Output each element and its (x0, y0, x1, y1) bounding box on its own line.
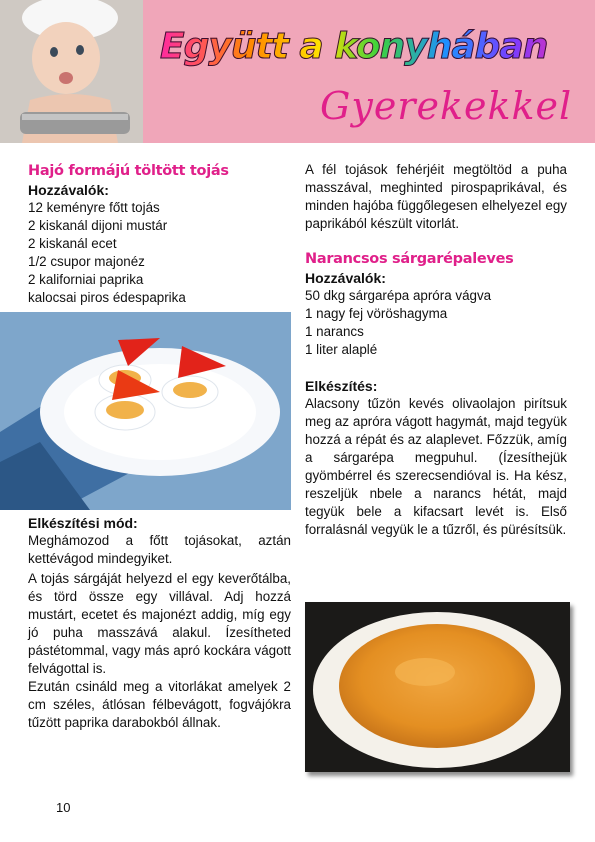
recipe1-ingredients-label: Hozzávalók: (28, 182, 109, 198)
recipe2-title: Narancsos sárgarépaleves (305, 251, 514, 267)
egg-boats-illustration (0, 312, 291, 510)
magazine-title: Együtt a konyhában (160, 26, 580, 67)
recipe2-method-label: Elkészítés: (305, 378, 378, 394)
ingredient-item: 1 liter alaplé (305, 342, 378, 357)
egg-boats-photo (0, 312, 291, 510)
recipe1-method (28, 514, 291, 732)
ingredient-item: 1/2 csupor majonéz (28, 254, 145, 269)
recipe1-ingredients-list (28, 199, 291, 307)
ingredient-item: 12 keményre főtt tojás (28, 200, 160, 215)
recipe2-method-text: Alacsony tűzön kevés olivaolajon pirítsuk meg az apróra vágott hagymát, majd tegyük hozzá a répát és az alaplevet. Főzzük, amíg a sárgarépa megpuhul. (Ízesíthejük gyömbérrel és szerecsendióval is. Ha kész, reszeljük nbele a narancs hétát, majd tegyük bele a kifacsart levét is. Első forralásnál vegyük le a tűzről, és pürésítsük. (305, 396, 568, 537)
carrot-soup-photo (305, 602, 570, 772)
ingredient-item: kalocsai piros édespaprika (28, 290, 186, 305)
method-paragraph: A tojás sárgáját helyezd el egy keverőtálba, és törd össze egy villával. Adj hozzá mustárt, ecetet és majonézt addig, míg egy jó puha masszává alakul. Ízesítheted pástétommal, vagy más apró kockára vágott felvágottal is. (28, 571, 291, 676)
baby-chef-photo (0, 0, 143, 143)
header-banner (0, 0, 595, 143)
method-paragraph: Ezután csináld meg a vitorlákat amelyek 2 cm széles, átlósan félbevágott, fogvájókra tűzött paprika darabokból állnak. (28, 679, 291, 730)
ingredient-item: 2 kaliforniai paprika (28, 272, 144, 287)
magazine-subtitle: Gyerekekkel (320, 84, 573, 128)
ingredient-item: 2 kiskanál ecet (28, 236, 117, 251)
recipe1-top (28, 163, 291, 307)
recipe2-ingredients-label: Hozzávalók: (305, 270, 386, 286)
ingredient-item: 2 kiskanál dijoni mustár (28, 218, 168, 233)
ingredient-item: 50 dkg sárgarépa apróra vágva (305, 288, 492, 303)
method-paragraph: Meghámozod a főtt tojásokat, aztán kettévágod mindegyiket. (28, 533, 291, 566)
baby-chef-illustration (0, 0, 143, 143)
recipe1-title: Hajó formájú töltött tojás (28, 163, 229, 179)
carrot-soup-illustration (305, 602, 570, 772)
recipe1-method-label: Elkészítési mód: (28, 515, 138, 531)
page-number: 10 (56, 800, 71, 815)
right-column (305, 161, 567, 539)
method-paragraph: A fél tojások fehérjéit megtöltöd a puha masszával, meghinted pirospaprikával, és minden hajóba függőlegesen elhelyezel egy paprikából készült vitorlát. (305, 162, 567, 231)
ingredient-item: 1 nagy fej vöröshagyma (305, 306, 448, 321)
recipe2-ingredients-list (305, 287, 567, 359)
ingredient-item: 1 narancs (305, 324, 364, 339)
